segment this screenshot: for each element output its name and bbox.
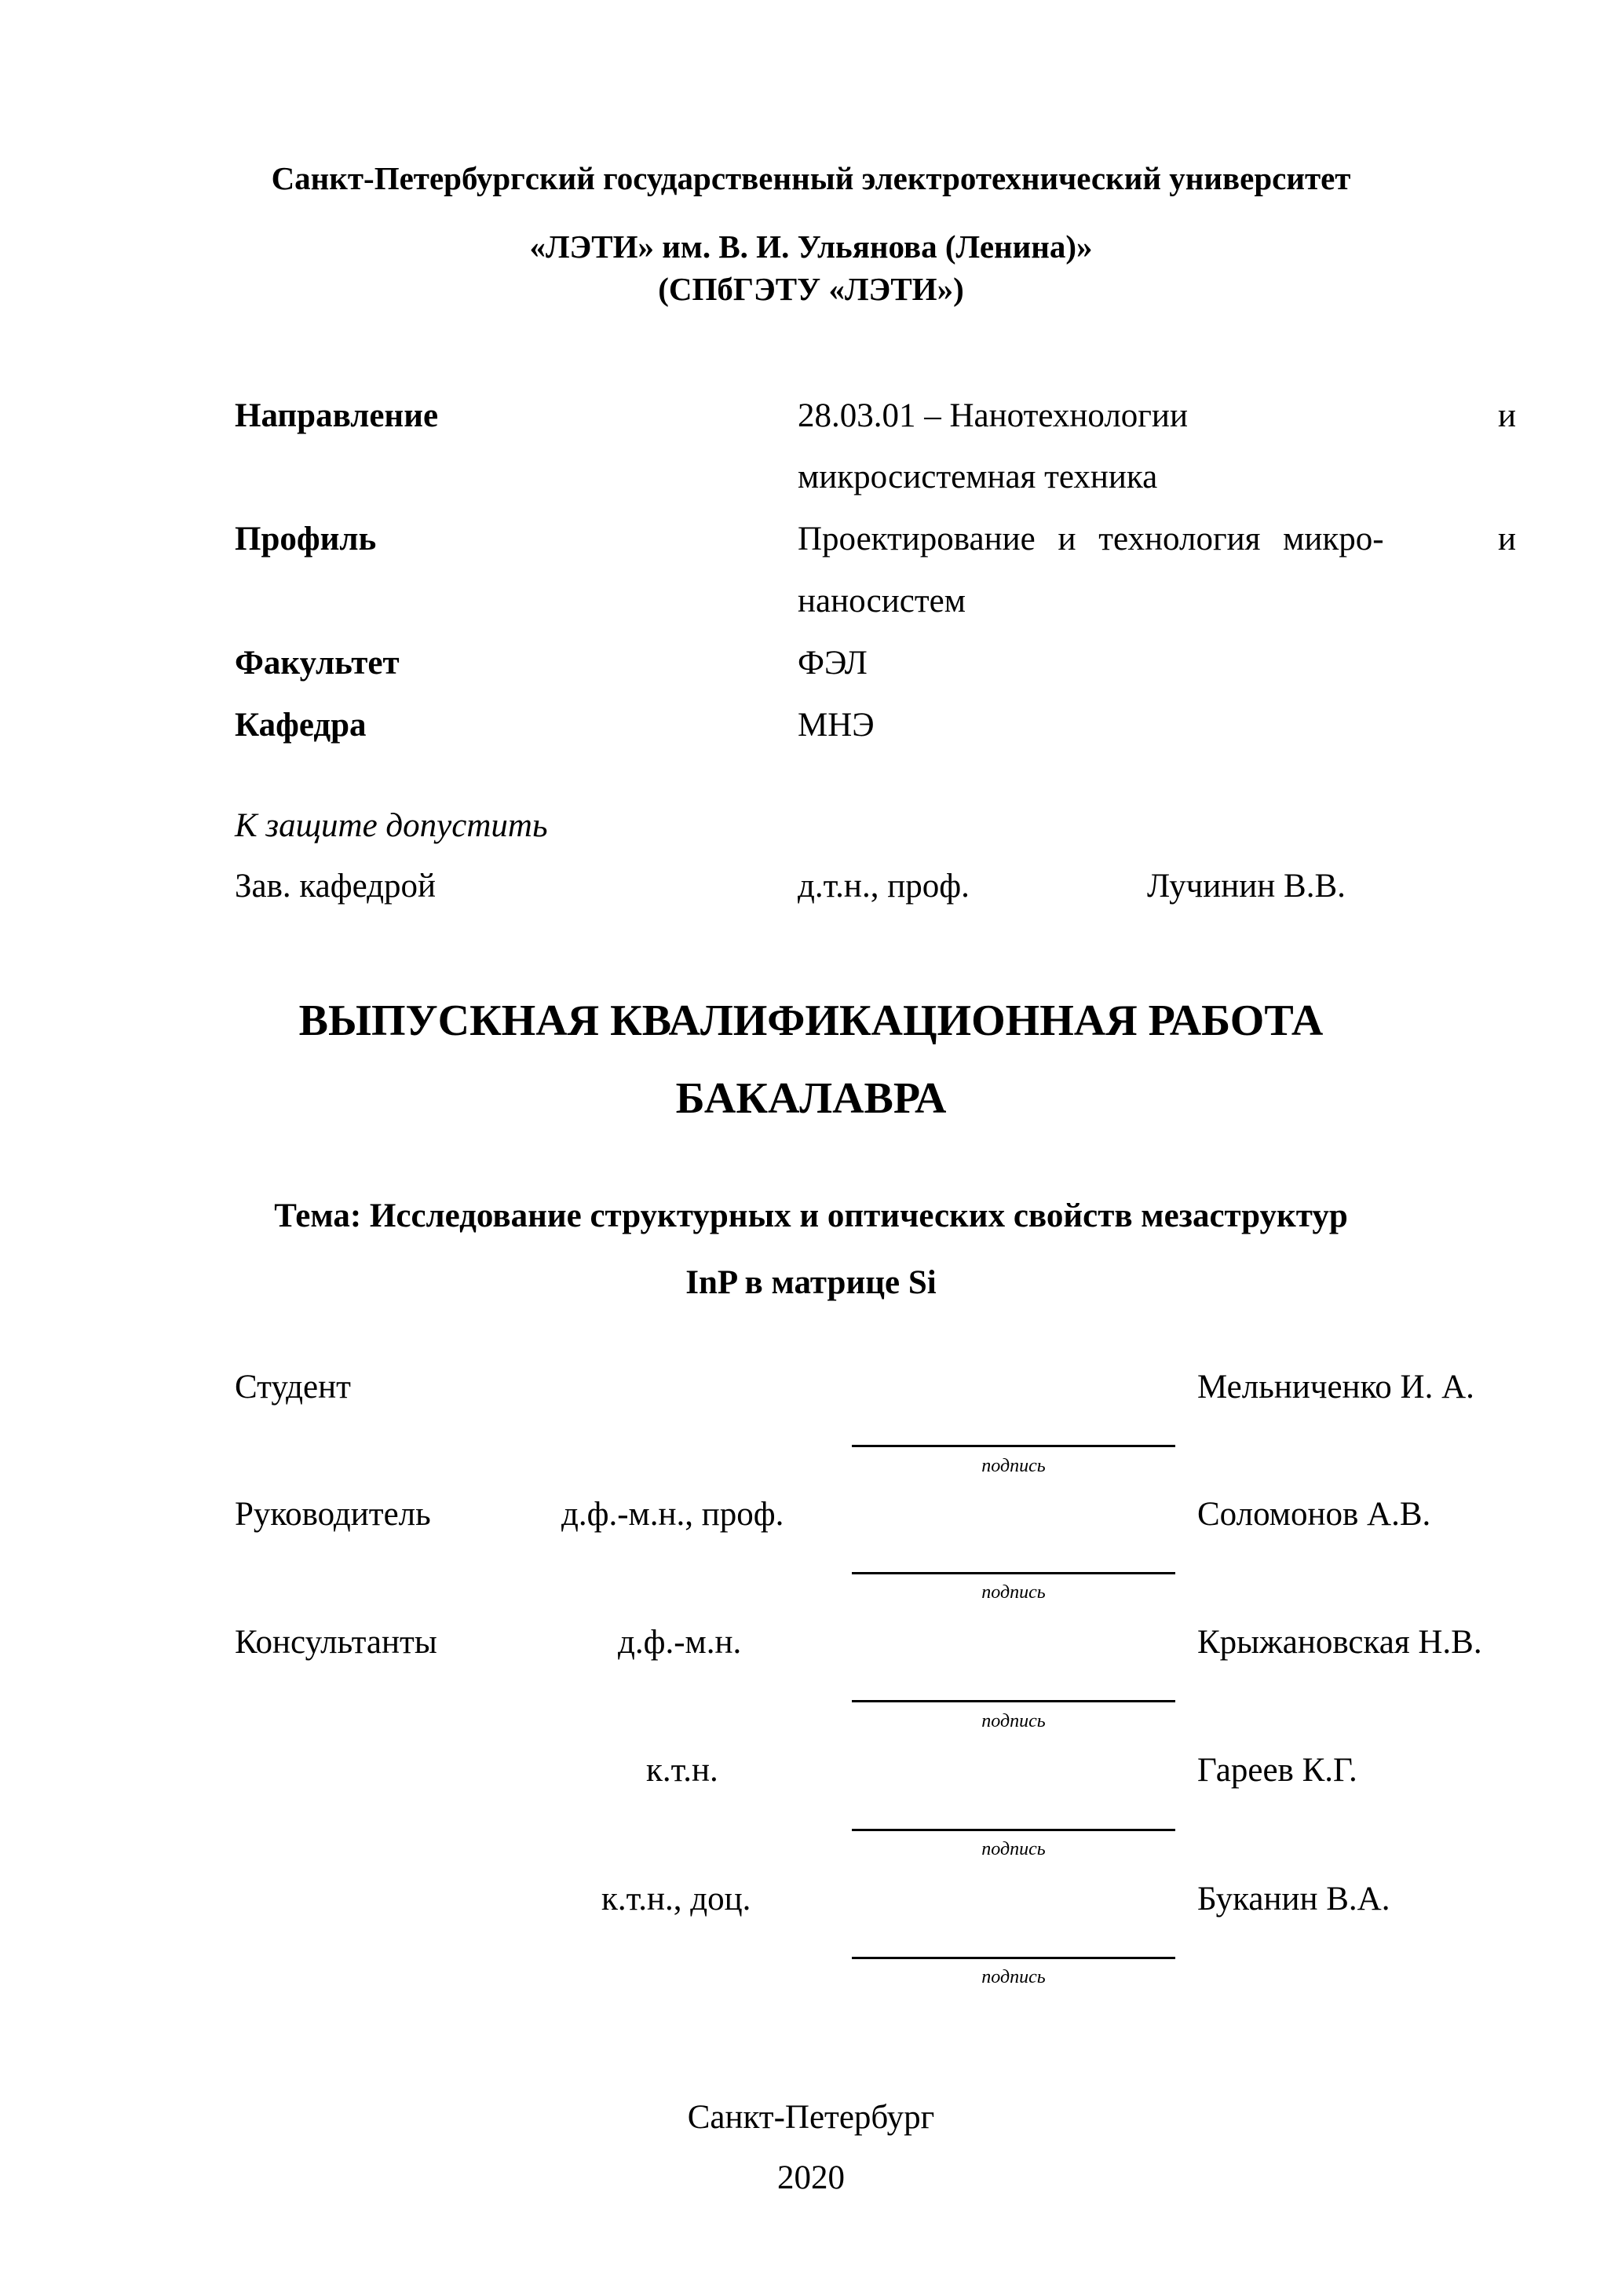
signature-caption: подпись [981,1839,1046,1859]
head-degree: д.т.н., проф. [798,868,970,905]
head-name: Лучинин В.В. [1147,868,1346,905]
consultant1-degree: д.ф.-м.н. [618,1624,742,1661]
signature-line [852,1572,1175,1574]
supervisor-degree: д.ф.-м.н., проф. [561,1496,784,1533]
topic-line1: Тема: Исследование структурных и оптических свойств мезаструктур [274,1197,1348,1234]
university-full-name: «ЛЭТИ» им. В. И. Ульянова (Ленина)» [529,229,1093,265]
university-name: Санкт-Петербургский государственный электротехнический университет [271,160,1351,196]
consultant1-name: Крыжановская Н.В. [1197,1624,1482,1661]
consultant3-name: Буканин В.А. [1197,1881,1390,1918]
direction-value-cont: микросистемная техника [798,459,1158,495]
year: 2020 [777,2159,845,2196]
student-name: Мельниченко И. А. [1197,1369,1474,1406]
work-title-line1: ВЫПУСКНАЯ КВАЛИФИКАЦИОННАЯ РАБОТА [298,996,1324,1045]
head-role: Зав. кафедрой [235,868,437,905]
signature-line [852,1700,1175,1702]
faculty-label: Факультет [235,645,400,682]
signature-caption: подпись [981,1711,1046,1731]
profile-value: Проектирование и технология микро- [798,521,1384,558]
supervisor-name: Соломонов А.В. [1197,1496,1431,1533]
supervisor-role: Руководитель [235,1496,431,1533]
profile-label: Профиль [235,521,377,558]
student-role: Студент [235,1369,351,1406]
direction-label: Направление [235,397,439,434]
signature-line [852,1829,1175,1831]
profile-value-cont: наносистем [798,583,966,620]
consultant3-degree: к.т.н., доц. [601,1881,751,1918]
department-label: Кафедра [235,707,367,744]
faculty-value: ФЭЛ [798,645,868,682]
department-value: МНЭ [798,707,875,744]
signature-caption: подпись [981,1582,1046,1603]
profile-value-end: и [1498,521,1517,558]
consultant2-name: Гареев К.Г. [1197,1752,1357,1789]
direction-value: 28.03.01 – Нанотехнологии [798,397,1188,434]
topic-line2: InP в матрице Si [685,1264,937,1301]
work-title-line2: БАКАЛАВРА [675,1074,947,1123]
city: Санкт-Петербург [687,2099,935,2136]
signature-line [852,1957,1175,1959]
signature-line [852,1445,1175,1447]
signature-caption: подпись [981,1967,1046,1987]
signature-caption: подпись [981,1456,1046,1476]
direction-value-end: и [1498,397,1517,434]
consultants-role: Консультанты [235,1624,437,1661]
consultant2-degree: к.т.н. [646,1752,718,1789]
admission-note: К защите допустить [235,807,548,844]
university-abbr: (СПбГЭТУ «ЛЭТИ») [658,271,964,307]
